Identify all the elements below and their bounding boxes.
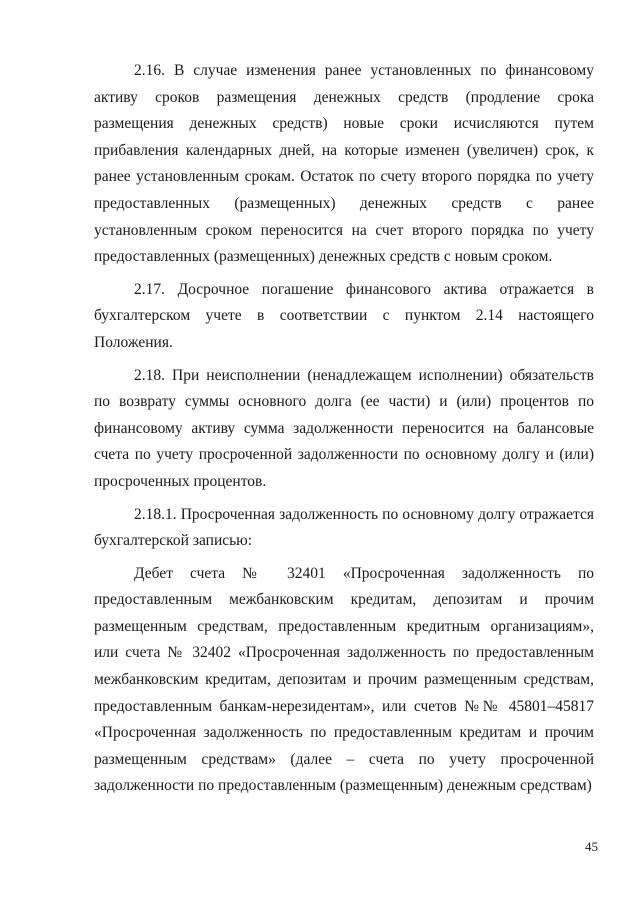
paragraph-2-18-1: 2.18.1. Просроченная задолженность по основному долгу отражается бухгалтерской записью: xyxy=(94,505,594,550)
paragraph-2-17: 2.17. Досрочное погашение финансового актива отражается в бухгалтерском учете в соответствии с пунктом 2.14 настоящего Положения. xyxy=(94,280,594,351)
paragraph-debit-entry: Дебет счета № 32401 «Просроченная задолженность по предоставленным межбанковским кредитам, депозитам и прочим размещенным средствам, предоставленным кредитным организациям», или счета № 32402 «Просроченная задолженность по предоставленным межбанковским кредитам, депозитам и прочим размещенным средствам, предоставленным банкам-нерезидентам», или счетов №№ 45801–45817 «Просроченная задолженность по предоставленным кредитам и прочим размещенным средствам» (далее – счета по учету просроченной задолженности по предоставленным (размещенным) денежным средствам) xyxy=(94,564,594,795)
document-body xyxy=(94,58,594,806)
paragraph-2-16: 2.16. В случае изменения ранее установленных по финансовому активу сроков размещения денежных средств (продление срока размещения денежных средств) новые сроки исчисляются путем прибавления календарных дней, на которые изменен (увеличен) срок, к ранее установленным срокам. Остаток по счету второго порядка по учету предоставленных (размещенных) денежных средств с ранее установленным сроком переносится на счет второго порядка по учету предоставленных (размещенных) денежных средств с новым сроком. xyxy=(94,62,594,266)
page-number: 45 xyxy=(585,839,598,854)
paragraph-2-18: 2.18. При неисполнении (ненадлежащем исполнении) обязательств по возврату суммы основного долга (ее части) и (или) процентов по финансовому активу сумма задолженности переносится на балансовые счета по учету просроченной задолженности по основному долгу и (или) просроченных процентов. xyxy=(94,366,594,490)
